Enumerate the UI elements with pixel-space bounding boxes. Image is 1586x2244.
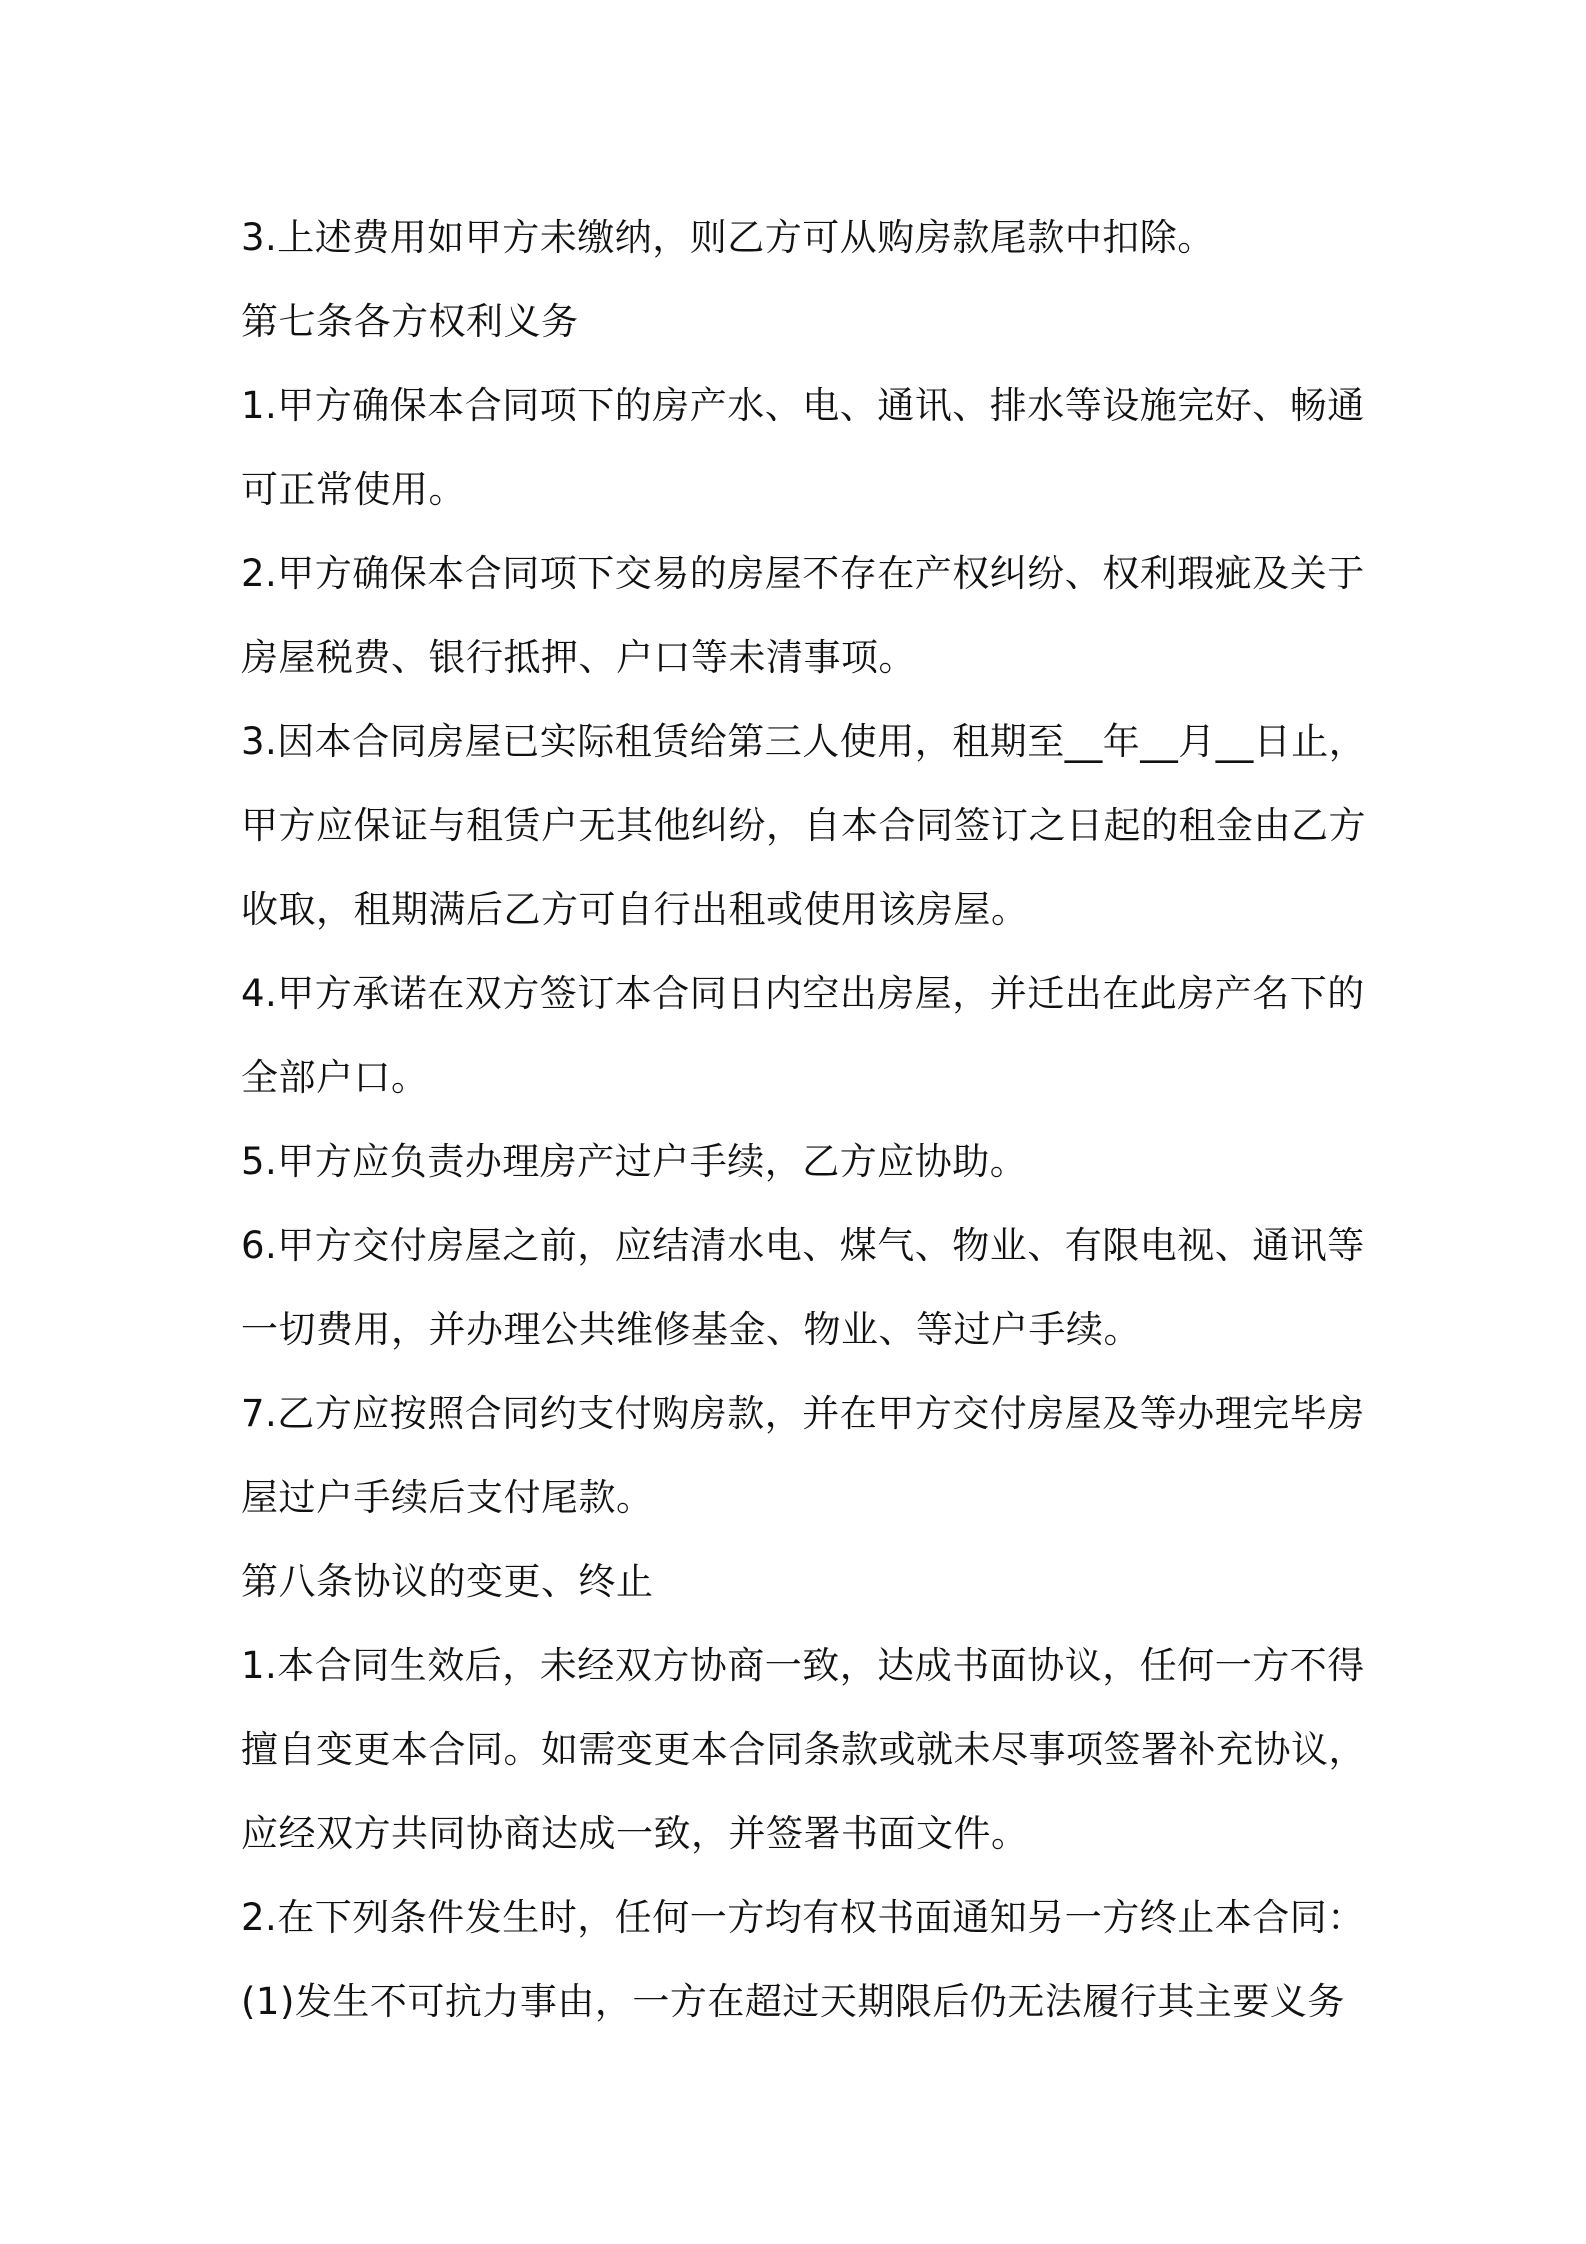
section-heading-8: 第八条协议的变更、终止	[241, 1560, 654, 1603]
text-line: 2.甲方确保本合同项下交易的房屋不存在产权纠纷、权利瑕疵及关于	[241, 552, 1365, 595]
text-line: 甲方应保证与租赁户无其他纠纷，自本合同签订之日起的租金由乙方	[241, 804, 1366, 847]
text-line: 3.因本合同房屋已实际租赁给第三人使用，租期至__年__月__日止，	[241, 720, 1367, 763]
text-line: 1.甲方确保本合同项下的房产水、电、通讯、排水等设施完好、畅通	[241, 384, 1365, 427]
text-line: 5.甲方应负责办理房产过户手续，乙方应协助。	[241, 1140, 1028, 1183]
text-line: 7.乙方应按照合同约支付购房款，并在甲方交付房屋及等办理完毕房	[241, 1392, 1365, 1435]
text-line: 房屋税费、银行抵押、户口等未清事项。	[241, 636, 916, 679]
text-line: 4.甲方承诺在双方签订本合同日内空出房屋，并迁出在此房产名下的	[241, 972, 1365, 1015]
text-line: 全部户口。	[241, 1056, 429, 1099]
text-line: 应经双方共同协商达成一致，并签署书面文件。	[241, 1812, 1029, 1855]
section-heading-7: 第七条各方权利义务	[241, 300, 579, 343]
text-line: 3.上述费用如甲方未缴纳，则乙方可从购房款尾款中扣除。	[241, 216, 1215, 259]
text-line: 收取，租期满后乙方可自行出租或使用该房屋。	[241, 888, 1029, 931]
contract-text	[241, 196, 1367, 2044]
text-line: 一切费用，并办理公共维修基金、物业、等过户手续。	[241, 1308, 1141, 1351]
text-line: 1.本合同生效后，未经双方协商一致，达成书面协议，任何一方不得	[241, 1644, 1365, 1687]
text-line: 6.甲方交付房屋之前，应结清水电、煤气、物业、有限电视、通讯等	[241, 1224, 1365, 1267]
text-line: 可正常使用。	[241, 468, 466, 511]
text-line: 擅自变更本合同。如需变更本合同条款或就未尽事项签署补充协议，	[241, 1728, 1366, 1771]
text-line: 屋过户手续后支付尾款。	[241, 1476, 654, 1519]
text-line: 2.在下列条件发生时，任何一方均有权书面通知另一方终止本合同：	[241, 1896, 1365, 1939]
text-line: (1)发生不可抗力事由，一方在超过天期限后仍无法履行其主要义务	[241, 1980, 1345, 2023]
